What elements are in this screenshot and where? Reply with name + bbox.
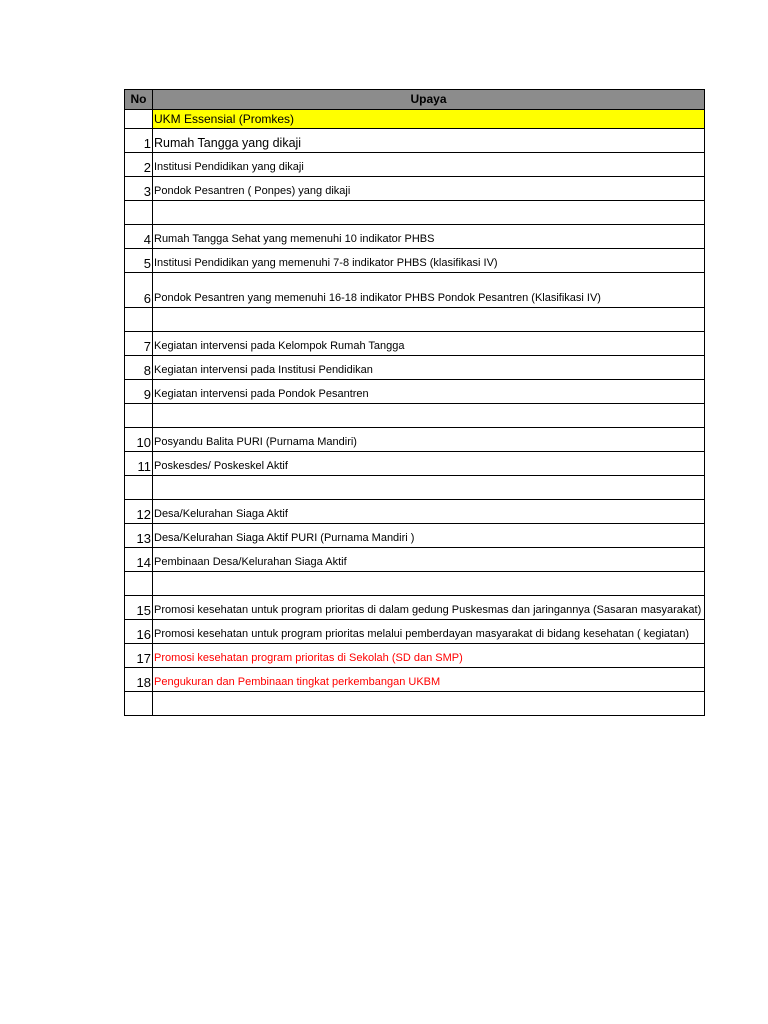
cell-no[interactable]: 4	[125, 225, 153, 249]
table-row	[125, 153, 705, 177]
cell-upaya[interactable]: Institusi Pendidikan yang dikaji	[153, 153, 705, 177]
cell-no-empty[interactable]	[125, 308, 153, 332]
cell-upaya-empty[interactable]	[153, 476, 705, 500]
cell-upaya[interactable]: Rumah Tangga yang dikaji	[153, 129, 705, 153]
cell-no[interactable]: 6	[125, 273, 153, 308]
table-row	[125, 452, 705, 476]
cell-no[interactable]: 9	[125, 380, 153, 404]
header-no[interactable]: No	[125, 90, 153, 110]
cell-upaya[interactable]: Kegiatan intervensi pada Pondok Pesantren	[153, 380, 705, 404]
cell-upaya-empty[interactable]	[153, 201, 705, 225]
empty-row	[125, 476, 705, 500]
cell-no[interactable]: 15	[125, 596, 153, 620]
table-row	[125, 129, 705, 153]
cell-upaya-empty[interactable]	[153, 572, 705, 596]
upaya-table	[124, 89, 705, 716]
cell-no[interactable]: 2	[125, 153, 153, 177]
section-title[interactable]: UKM Essensial (Promkes)	[153, 110, 705, 129]
table-row	[125, 356, 705, 380]
table-row	[125, 273, 705, 308]
cell-upaya-empty[interactable]	[153, 692, 705, 716]
table-row	[125, 524, 705, 548]
cell-upaya[interactable]: Pondok Pesantren yang memenuhi 16-18 indikator PHBS Pondok Pesantren (Klasifikasi IV)	[153, 273, 705, 308]
header-row	[125, 90, 705, 110]
table-row	[125, 668, 705, 692]
empty-row	[125, 692, 705, 716]
cell-no[interactable]: 14	[125, 548, 153, 572]
cell-upaya[interactable]: Rumah Tangga Sehat yang memenuhi 10 indikator PHBS	[153, 225, 705, 249]
empty-row	[125, 308, 705, 332]
table-row	[125, 332, 705, 356]
empty-row	[125, 404, 705, 428]
cell-no-empty[interactable]	[125, 201, 153, 225]
cell-upaya-empty[interactable]	[153, 308, 705, 332]
empty-row	[125, 572, 705, 596]
table-row	[125, 548, 705, 572]
cell-no[interactable]: 17	[125, 644, 153, 668]
cell-no[interactable]: 10	[125, 428, 153, 452]
cell-no[interactable]: 7	[125, 332, 153, 356]
cell-no[interactable]: 12	[125, 500, 153, 524]
empty-row	[125, 201, 705, 225]
table-row	[125, 428, 705, 452]
table-row	[125, 620, 705, 644]
cell-no[interactable]: 18	[125, 668, 153, 692]
cell-no-empty[interactable]	[125, 476, 153, 500]
spreadsheet	[124, 89, 704, 716]
cell-no[interactable]: 8	[125, 356, 153, 380]
table-row	[125, 500, 705, 524]
table-row	[125, 225, 705, 249]
cell-no[interactable]: 16	[125, 620, 153, 644]
cell-no[interactable]: 1	[125, 129, 153, 153]
cell-no[interactable]: 5	[125, 249, 153, 273]
cell-upaya[interactable]: Promosi kesehatan untuk program prioritas di dalam gedung Puskesmas dan jaringannya (Sasaran masyarakat)	[153, 596, 705, 620]
cell-upaya[interactable]: Kegiatan intervensi pada Kelompok Rumah Tangga	[153, 332, 705, 356]
table-row	[125, 177, 705, 201]
cell-upaya[interactable]: Posyandu Balita PURI (Purnama Mandiri)	[153, 428, 705, 452]
table-row	[125, 644, 705, 668]
table-row	[125, 596, 705, 620]
table-row	[125, 380, 705, 404]
cell-upaya-empty[interactable]	[153, 404, 705, 428]
cell-upaya-highlight[interactable]: Pengukuran dan Pembinaan tingkat perkembangan UKBM	[153, 668, 705, 692]
header-upaya[interactable]: Upaya	[153, 90, 705, 110]
cell-upaya[interactable]: Pondok Pesantren ( Ponpes) yang dikaji	[153, 177, 705, 201]
cell-upaya[interactable]: Promosi kesehatan untuk program prioritas melalui pemberdayan masyarakat di bidang kesehatan ( kegiatan)	[153, 620, 705, 644]
cell-upaya[interactable]: Institusi Pendidikan yang memenuhi 7-8 indikator PHBS (klasifikasi IV)	[153, 249, 705, 273]
table-row	[125, 249, 705, 273]
cell-upaya[interactable]: Desa/Kelurahan Siaga Aktif	[153, 500, 705, 524]
cell-no[interactable]: 11	[125, 452, 153, 476]
cell-no-empty[interactable]	[125, 692, 153, 716]
cell-no[interactable]: 3	[125, 177, 153, 201]
cell-no[interactable]: 13	[125, 524, 153, 548]
cell-upaya[interactable]: Poskesdes/ Poskeskel Aktif	[153, 452, 705, 476]
cell-upaya[interactable]: Kegiatan intervensi pada Institusi Pendidikan	[153, 356, 705, 380]
cell-no-empty[interactable]	[125, 404, 153, 428]
cell-upaya[interactable]: Pembinaan Desa/Kelurahan Siaga Aktif	[153, 548, 705, 572]
section-row	[125, 110, 705, 129]
cell-upaya[interactable]: Desa/Kelurahan Siaga Aktif PURI (Purnama Mandiri )	[153, 524, 705, 548]
cell-no-empty[interactable]	[125, 572, 153, 596]
cell-upaya-highlight[interactable]: Promosi kesehatan program prioritas di Sekolah (SD dan SMP)	[153, 644, 705, 668]
cell-no-empty[interactable]	[125, 110, 153, 129]
